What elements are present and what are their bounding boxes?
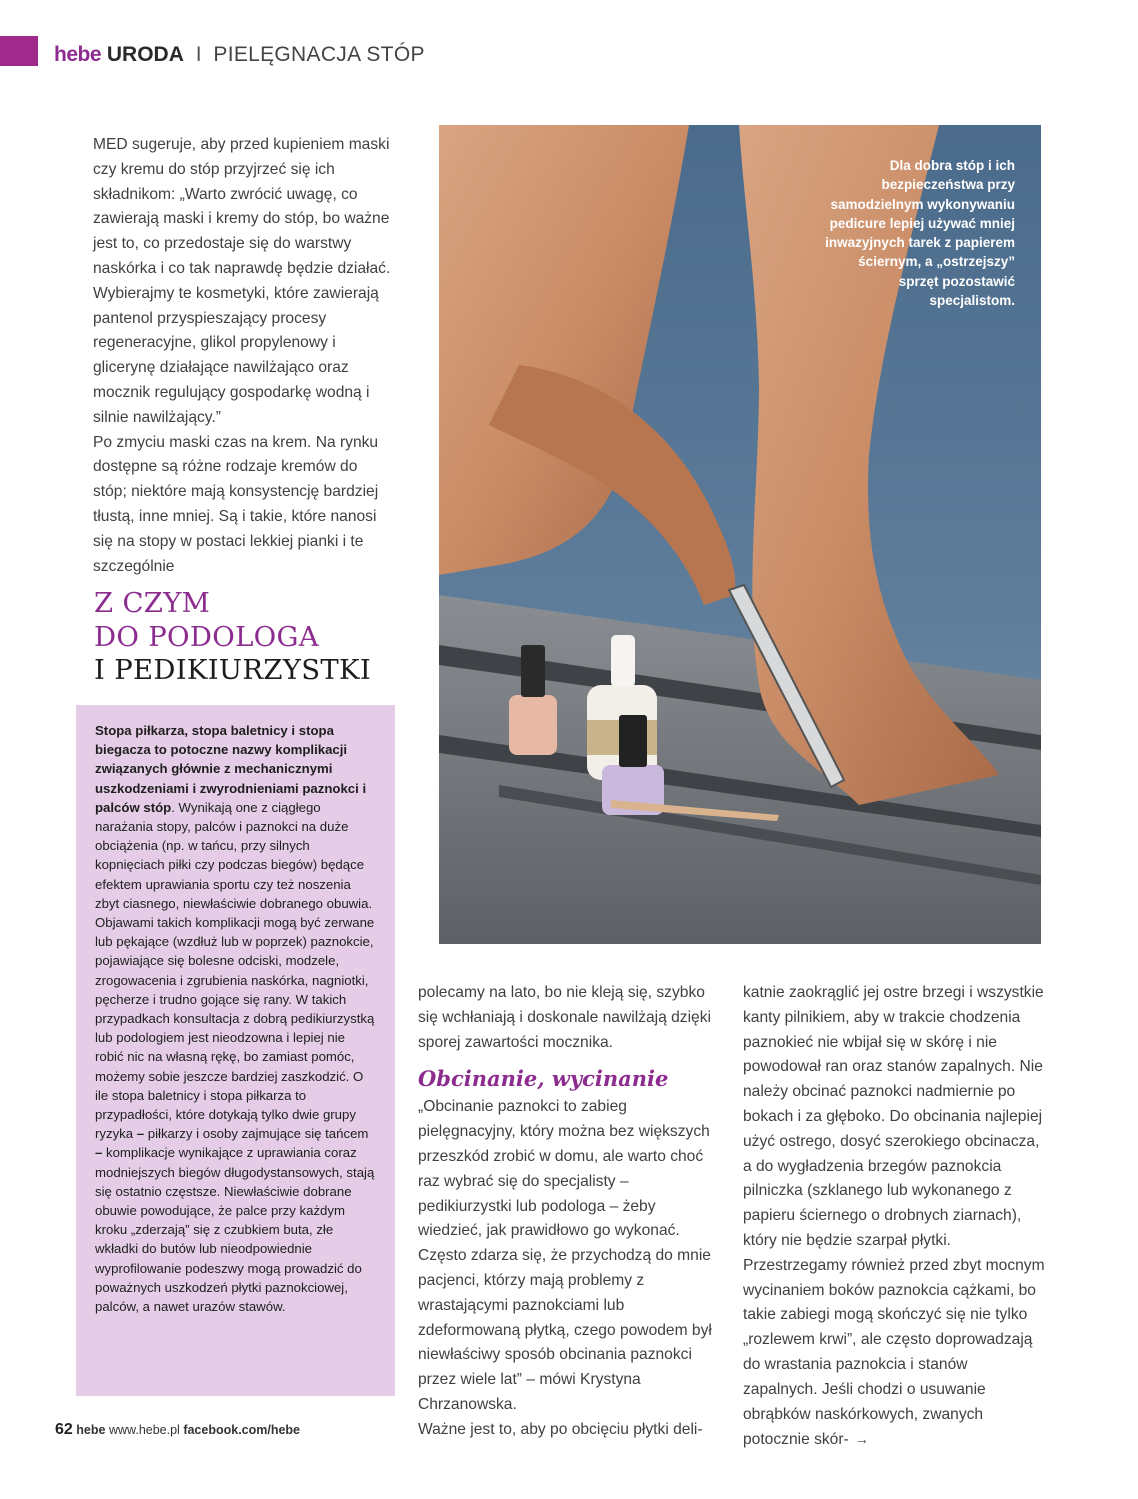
footer-brand: hebe [76, 1423, 106, 1437]
continue-arrow-icon: → [854, 1431, 869, 1448]
left-paragraph-2: Po zmyciu maski czas na krem. Na rynku dostępne są różne rodzaje kremów do stóp; niektóre mają konsystencję bardziej tłustą, inne mniej. Są i takie, które nanosi się na stopy w postaci lekkiej pianki i te szczególnie [93, 433, 379, 575]
left-paragraph-1: MED sugeruje, aby przed kupieniem maski czy kremu do stóp przyjrzeć się ich składnikom: „Warto zwrócić uwagę, co zawierają maski i kremy do stóp, bo ważne jest to, co przedostaje się do warstwy naskórka i co tak naprawdę będzie działać. Wybierajmy te kosmetyki, które zawierają pantenol przyspieszający procesy regeneracyjne, glikol propylenowy i glicerynę działające nawilżająco oraz mocznik regulujący gospodarkę wodną i silnie nawilżający.” [93, 136, 391, 426]
sidebar-bold-intro: Stopa piłkarza, stopa baletnicy i stopa biegacza to potoczne nazwy komplikacji związanych głównie z mechanicznymi uszkodzeniami i zwyrodnieniami paznokci i palców stóp [95, 723, 367, 815]
right-paragraph-1: katnie zaokrąglić jej ostre brzegi i wszystkie kanty pilnikiem, aby w trakcie chodzenia paznokieć nie wbijał się w skórę i nie powodował ran oraz stanów zapalnych. Nie należy obcinać paznokci nadmiernie po bokach i za głęboko. Do obcinania najlepiej użyć ostrego, dosyć szerokiego obcinacza, a do wygładzenia brzegów paznokcia pilniczka (szklanego lub wykonanego z papieru ściernego o drobnych ziarnach), który nie będzie szarpał płytki. Przestrzegamy również przed zbyt mocnym wycinaniem boków paznokcia cążkami, bo takie zabiegi mogą skończyć się nie tylko „rozlewem krwi”, ale często doprowadzają do wrastania paznokcia i stanów zapalnych. Jeśli chodzi o usuwanie obrąbków naskórkowych, zwanych potocznie skór- → [743, 984, 1045, 1449]
header-section: URODA [106, 43, 184, 66]
header-brand: hebe [54, 43, 102, 66]
header-topic: PIELĘGNACJA STÓP [213, 43, 425, 66]
section-color-tab [0, 36, 38, 66]
section-heading [94, 587, 394, 688]
sidebar-text: Stopa piłkarza, stopa baletnicy i stopa biegacza to potoczne nazwy komplikacji związanych głównie z mechanicznymi uszkodzeniami i zwyrodnieniami paznokci i palców stóp. Wynikają one z ciągłego narażania stopy, palców i paznokci na duże obciążenia (np. w tańcu, przy silnych kopnięciach piłki czy podczas biegów) będące efektem uprawiania sportu czy też noszenia zbyt ciasnego, niewłaściwie dobranego obuwia. Objawami takich komplikacji mogą być zerwane lub pękające (wzdłuż lub w poprzek) paznokcie, pojawiające się bolesne odciski, modzele, zrogowacenia i zgrubienia naskórka, nagniotki, pęcherze i trudno gojące się rany. W takich przypadkach konsultacja z dobrą pedikiurzystką lub podologiem jest nieodzowna i lepiej nie robić nic na własną rękę, bo zamiast pomóc, możemy sobie jeszcze bardziej zaszkodzić. O ile stopa baletnicy i stopa piłkarza to przypadłości, które dotykają tylko dwie grupy ryzyka – piłkarzy i osoby zajmujące się tańcem – komplikacje wynikające z uprawiania coraz modniejszych biegów długodystansowych, stają się ostatnio częstsze. Niewłaściwie dobrane obuwie powodujące, że palce przy każdym kroku „zderzają” się z czubkiem buta, złe wkładki do butów lub nieodpowiednie wyprofilowanie podeszwy mogą prowadzić do poważnych uszkodzeń płytki paznokciowej, palców, a nawet urazów stawów. [95, 723, 375, 1315]
running-header [54, 40, 425, 70]
heading-line-1: Z CZYM [94, 587, 211, 619]
pedicure-photo [439, 125, 1041, 944]
photo-caption: Dla dobra stóp i ich bezpieczeństwa przy samodzielnym wykonywaniu pedicure lepiej używać mniej inwazyjnych tarek z papierem ściernym, a „ostrzejszy” sprzęt pozostawić specjalistom. [825, 158, 1015, 309]
page-number: 62 [55, 1421, 73, 1438]
middle-paragraph-3: Ważne jest to, aby po obcięciu płytki deli- [418, 1420, 703, 1438]
right-column [743, 981, 1046, 1453]
heading-line-3: I PEDIKIURZYSTKI [94, 654, 372, 686]
page-footer [55, 1421, 300, 1439]
sidebar-box [76, 705, 395, 1396]
middle-paragraph-1: polecamy na lato, bo nie kleją się, szybko się wchłaniają i doskonale nawilżają dzięki sporej zawartości mocznika. [418, 984, 711, 1051]
middle-column [418, 981, 716, 1443]
footer-website: www.hebe.pl [108, 1423, 180, 1437]
left-column [93, 133, 393, 579]
middle-paragraph-2: „Obcinanie paznokci to zabieg pielęgnacyjny, który można bez większych przeszkód zrobić w domu, ale warto choć raz wybrać się do specjalisty – pedikiurzystki lub podologa – żeby wiedzieć, jak prawidłowo go wykonać. Często zdarza się, że przychodzą do mnie pacjenci, którzy mają problemy z wrastającymi paznokciami lub zdeformowaną płytką, czego powodem był niewłaściwy sposób obcinania paznokci przez wiele lat” – mówi Krystyna Chrzanowska. [418, 1098, 712, 1413]
header-separator: I [195, 43, 202, 66]
footer-facebook: facebook.com/hebe [183, 1423, 301, 1437]
heading-line-2: DO PODOLOGA [94, 620, 319, 653]
subheading: Obcinanie, wycinanie [418, 1066, 669, 1092]
